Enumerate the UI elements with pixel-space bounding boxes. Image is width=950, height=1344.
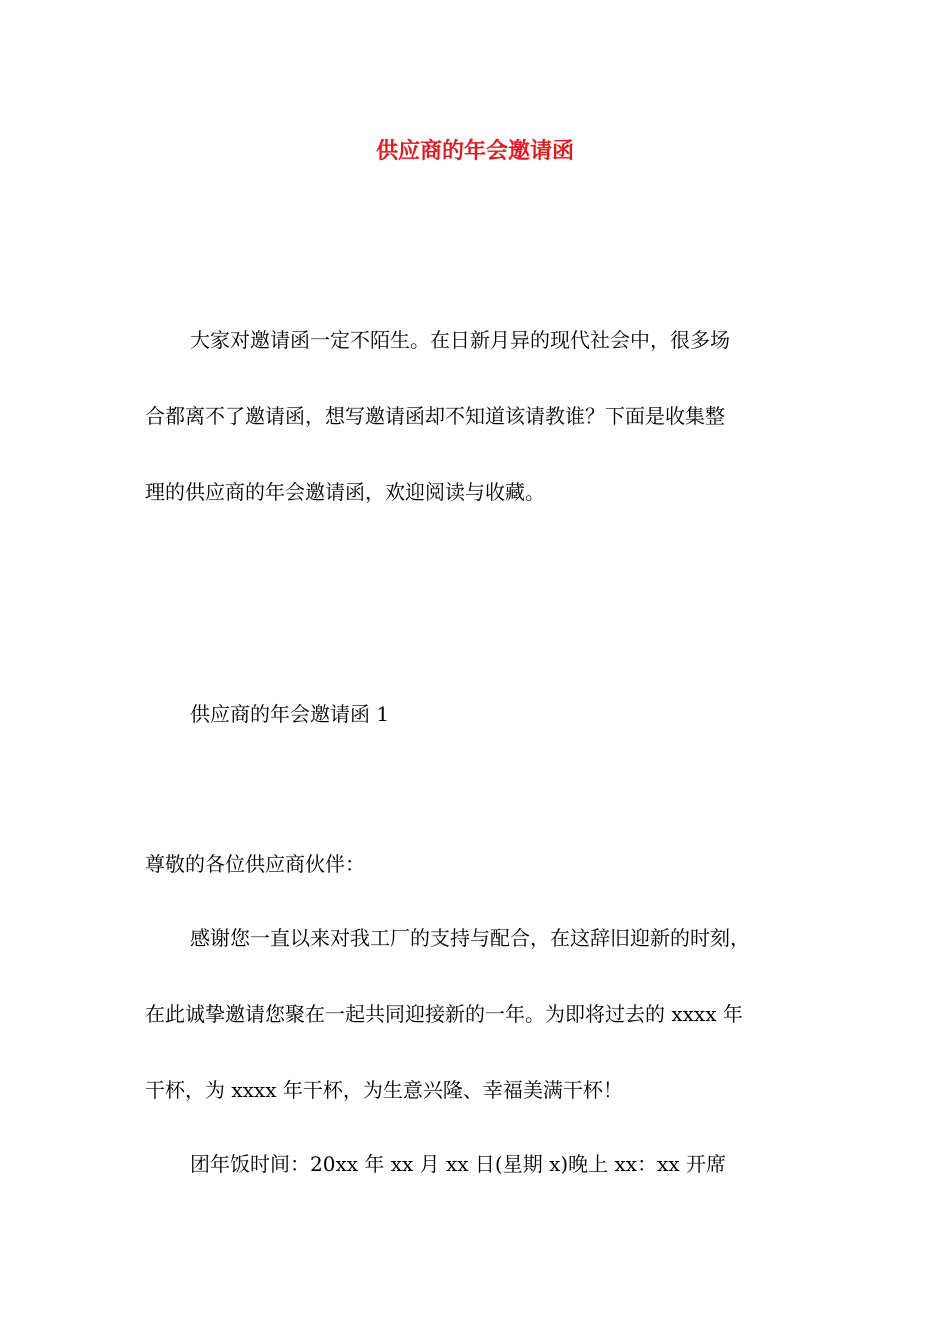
body-line-3: 干杯，为 xxxx 年干杯，为生意兴隆、幸福美满干杯！ xyxy=(145,1078,623,1102)
salutation: 尊敬的各位供应商伙伴： xyxy=(145,852,365,876)
dinner-time-line: 团年饭时间：20xx 年 xx 月 xx 日(星期 x)晚上 xx：xx 开席 xyxy=(190,1152,726,1176)
intro-line-1: 大家对邀请函一定不陌生。在日新月异的现代社会中，很多场 xyxy=(190,328,730,352)
intro-line-2: 合都离不了邀请函，想写邀请函却不知道该请教谁？下面是收集整 xyxy=(145,404,725,428)
body-line-2: 在此诚挚邀请您聚在一起共同迎接新的一年。为即将过去的 xxxx 年 xyxy=(145,1002,743,1026)
intro-line-3: 理的供应商的年会邀请函，欢迎阅读与收藏。 xyxy=(145,480,545,504)
body-line-1: 感谢您一直以来对我工厂的支持与配合，在这辞旧迎新的时刻， xyxy=(190,926,750,950)
document-title: 供应商的年会邀请函 xyxy=(375,139,574,164)
section-heading: 供应商的年会邀请函 1 xyxy=(190,702,390,726)
